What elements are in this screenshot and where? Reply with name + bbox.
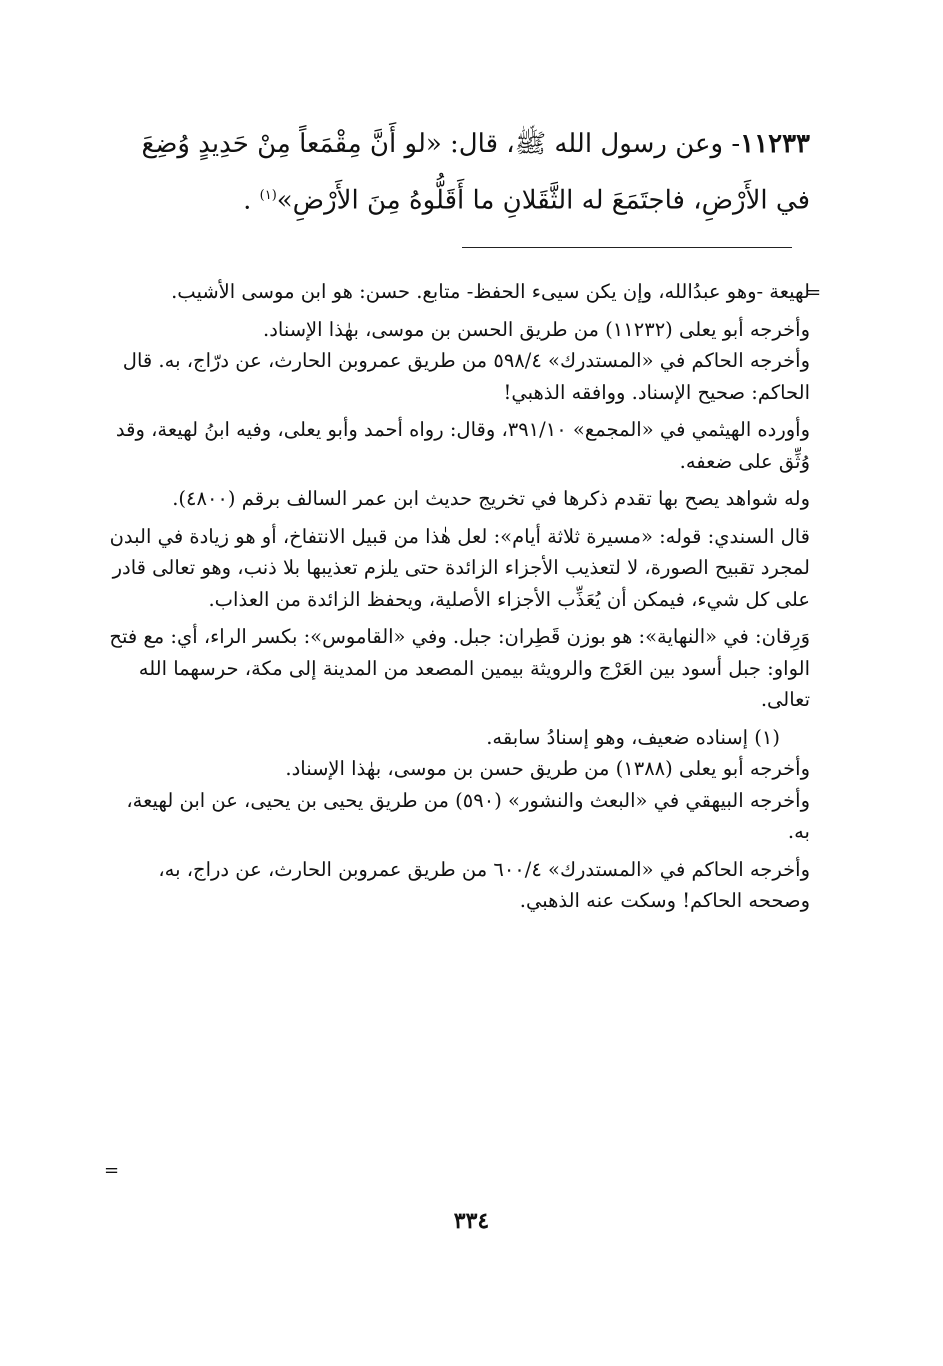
hadith-body: - وعن رسول الله ﷺ، قال: «لو أَنَّ مِقْمَعاً مِنْ حَدِيدٍ وُضِعَ في الأَرْضِ، فاجتَمَعَ له الثَّقَلانِ ما أَقَلُّوهُ مِنَ الأَرْضِ» (141, 129, 810, 216)
footnotes (100, 276, 810, 923)
note-paragraph: وله شواهد يصح بها تقدم ذكرها في تخريج حديث ابن عمر السالف برقم (٤٨٠٠). (172, 487, 810, 510)
note-paragraph: وأورده الهيثمي في «المجمع» ٣٩١/١٠، وقال: رواه أحمد وأبو يعلى، وفيه ابنُ لهيعة، وقد وُثِّق على ضعفه. (115, 418, 810, 473)
note-paragraph: وأخرجه أبو يعلى (١١٢٣٢) من طريق الحسن بن موسى، بهٰذا الإسناد. (263, 317, 810, 341)
hadith-end: . (243, 185, 260, 216)
note-paragraph: وَرِقان: في «النهاية»: هو بوزن قَطِران: جبل. وفي «القاموس»: بكسر الراء، أي: مع فتح الواو: جبل أسود بين العَرْج والرويثة بيمين المصعد من المدينة إلى مكة، حرسهما الله تعالى. (109, 625, 810, 711)
page-number: ٣٣٤ (453, 1208, 490, 1234)
continuation-mark: = (806, 282, 822, 303)
note-paragraph: قال السندي: قوله: «مسيرة ثلاثة أيام»: لعل هٰذا من قبيل الانتفاخ، أو هو زيادة في البدن لمجرد تقبيح الصورة، لا لتعذيب الأجزاء الزائدة حتى يلزم تعذيبها بلا ذنب، وهو تعالى قادر على كل شيء، فيمكن أن يُعَذِّب الأجزاء الأصلية، ويحفظ الزائدة من العذاب. (109, 524, 810, 611)
hadith-text (100, 118, 810, 227)
hadith-number: ١١٢٣٣ (740, 129, 810, 159)
footnote-1: (١) إسناده ضعيف، وهو إسنادُ سابقه. (486, 725, 780, 749)
note-paragraph: لهيعة -وهو عبدُالله، وإن يكن سيىء الحفظ- متابع. حسن: هو ابن موسى الأشيب. (171, 280, 810, 303)
footnote-ref: (١) (259, 188, 277, 203)
note-paragraph: وأخرجه الحاكم في «المستدرك» ٥٩٨/٤ من طريق عمروبن الحارث، عن درّاج، به. قال الحاكم: صحيح الإسناد. ووافقه الذهبي! (122, 349, 810, 404)
note-paragraph: وأخرجه أبو يعلى (١٣٨٨) من طريق حسن بن موسى، بهٰذا الإسناد. (285, 757, 810, 780)
note-paragraph: وأخرجه الحاكم في «المستدرك» ٦٠٠/٤ من طريق عمروبن الحارث، عن دراج، به، وصححه الحاكم! وسكت عنه الذهبي. (158, 857, 810, 912)
continuation-mark-end: = (104, 1160, 120, 1181)
note-paragraph: وأخرجه البيهقي في «البعث والنشور» (٥٩٠) من طريق يحيى بن يحيى، عن ابن لهيعة، به. (126, 788, 810, 843)
footnote-separator (462, 247, 792, 248)
